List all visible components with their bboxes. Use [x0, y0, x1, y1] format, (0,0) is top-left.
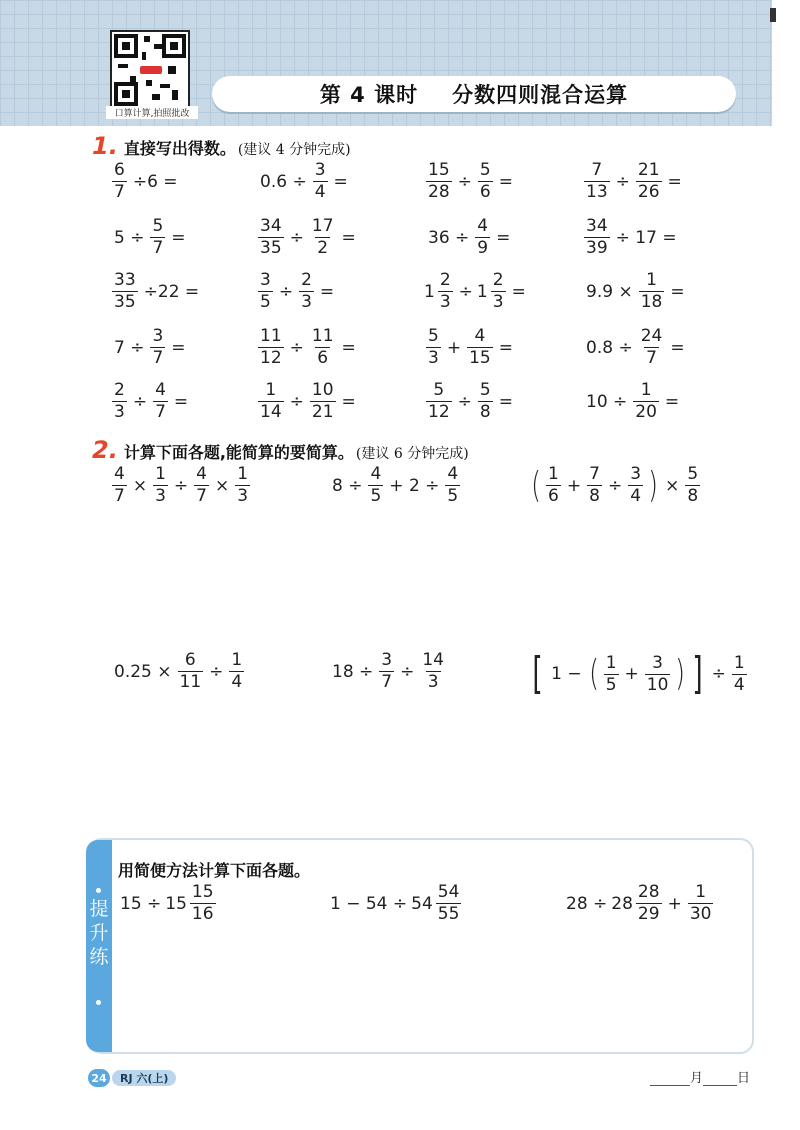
denominator: 55 [437, 904, 460, 924]
advanced-heading: 用简便方法计算下面各题。 [118, 861, 311, 880]
operator-text: = [667, 171, 682, 192]
fraction [636, 884, 662, 923]
operator-text: ÷ [278, 281, 294, 302]
lesson-number: 第 4 课时 [319, 83, 419, 107]
fraction [153, 466, 168, 505]
denominator: 3 [428, 348, 439, 368]
numerator: 2 [301, 270, 312, 290]
denominator: 3 [492, 292, 504, 312]
fraction [426, 328, 441, 367]
operator-text: = [670, 281, 685, 302]
operator-text: ÷ [615, 171, 630, 192]
numerator: 4 [196, 464, 207, 484]
denominator: 5 [605, 674, 617, 695]
operator-text: = [341, 227, 356, 248]
operator-text: + [667, 893, 682, 914]
section-2-number: 2. [92, 436, 118, 464]
operator-text: = [511, 281, 526, 302]
denominator: 11 [179, 672, 202, 692]
operator-text: 36 ÷ [428, 227, 470, 248]
problem [582, 272, 689, 311]
numerator: 3 [260, 270, 271, 290]
numerator: 15 [428, 160, 450, 180]
parenthesis: ( [588, 653, 599, 694]
qr-module [142, 52, 146, 60]
tab-dot-icon [96, 1000, 101, 1005]
page-number: 24 [88, 1069, 110, 1087]
denominator: 18 [640, 292, 663, 312]
denominator: 4 [314, 182, 326, 202]
numerator: 10 [311, 380, 334, 400]
numerator: 7 [591, 160, 603, 180]
tab-char: 练 [89, 945, 109, 968]
numerator: 1 [548, 464, 559, 484]
month-label: 月 [690, 1071, 704, 1086]
numerator: 4 [477, 216, 489, 236]
numerator: 2 [439, 270, 451, 290]
qr-module [172, 90, 178, 100]
operator-text: ÷ [209, 661, 224, 682]
operator-text: = [341, 337, 356, 358]
denominator: 29 [637, 904, 660, 924]
numerator: 11 [311, 326, 334, 346]
numerator: 5 [433, 380, 445, 400]
operator-text: = [496, 227, 511, 248]
numerator: 1 [646, 270, 657, 290]
fraction [112, 466, 127, 505]
numerator: 3 [630, 464, 642, 484]
problem [582, 328, 689, 367]
fraction [178, 652, 204, 691]
denominator: 5 [447, 486, 459, 506]
denominator: 14 [260, 402, 282, 422]
fraction [584, 162, 610, 201]
qr-module [146, 80, 152, 86]
qr-module [130, 76, 136, 82]
fraction [584, 218, 610, 257]
denominator: 4 [733, 674, 745, 695]
numerator: 1 [155, 464, 166, 484]
operator-text: + [566, 475, 582, 496]
denominator: 26 [637, 182, 660, 202]
fraction [112, 382, 127, 421]
problem [582, 382, 683, 421]
qr-finder [114, 82, 138, 106]
operator-text: 10 ÷ [586, 391, 628, 412]
qr-code[interactable] [110, 30, 190, 110]
problem [256, 382, 360, 421]
day-blank[interactable] [703, 1071, 737, 1086]
operator-text: ÷ [289, 337, 304, 358]
numerator: 1 [231, 650, 243, 670]
operator-text: ÷ [457, 171, 472, 192]
book-tag: RJ 六(上) [112, 1070, 176, 1086]
fraction [628, 466, 643, 505]
problem [424, 218, 514, 257]
fraction [112, 162, 127, 201]
section-1-hint: (建议 4 分钟完成) [237, 142, 351, 158]
mixed-whole: 1 [424, 281, 435, 302]
denominator: 6 [548, 486, 559, 506]
denominator: 6 [317, 348, 329, 368]
denominator: 3 [427, 672, 439, 692]
denominator: 6 [479, 182, 491, 202]
page-title [212, 76, 736, 112]
denominator: 16 [191, 904, 214, 924]
denominator: 7 [155, 402, 166, 422]
fraction [235, 466, 250, 505]
problem [528, 466, 702, 505]
numerator: 15 [191, 882, 214, 902]
lesson-topic: 分数四则混合运算 [452, 83, 629, 107]
fraction [190, 884, 216, 923]
denominator: 12 [428, 402, 450, 422]
fraction [445, 466, 460, 505]
numerator: 4 [447, 464, 459, 484]
qr-finder [162, 34, 186, 58]
denominator: 5 [370, 486, 382, 506]
numerator: 6 [184, 650, 196, 670]
operator-text: ÷ [289, 391, 304, 412]
fraction [310, 328, 336, 367]
operator-text: × [665, 475, 680, 496]
fraction [732, 652, 747, 695]
problem [424, 328, 517, 367]
problem [424, 162, 517, 201]
section-1-number: 1. [92, 132, 118, 160]
operator-text: + [624, 664, 639, 684]
fraction [153, 382, 168, 421]
numerator: 5 [687, 464, 699, 484]
operator-text: 8 ÷ [332, 475, 363, 496]
footer-badge [88, 1068, 176, 1088]
fraction [438, 272, 453, 311]
problem [256, 162, 352, 201]
denominator: 15 [469, 348, 491, 368]
operator-text: × [132, 475, 148, 496]
operator-text: ÷ [711, 664, 726, 684]
numerator: 3 [652, 652, 663, 673]
qr-module [118, 64, 128, 68]
fraction [636, 162, 662, 201]
denominator: 21 [311, 402, 334, 422]
fraction [258, 218, 284, 257]
fraction [112, 272, 138, 311]
mixed-whole: 15 [165, 893, 187, 914]
fraction [310, 218, 336, 257]
numerator: 3 [152, 326, 164, 346]
operator-text: ÷ [173, 475, 189, 496]
denominator: 2 [317, 238, 329, 258]
denominator: 3 [114, 402, 125, 422]
numerator: 54 [437, 882, 460, 902]
qr-module [160, 84, 170, 88]
fraction [639, 328, 665, 367]
problem [110, 328, 190, 367]
section-1-title: 直接写出得数。 [123, 139, 236, 158]
denominator: 7 [381, 672, 393, 692]
numerator: 1 [605, 652, 617, 673]
problem [528, 648, 749, 699]
mixed-whole: 54 [411, 893, 433, 914]
numerator: 5 [152, 216, 164, 236]
denominator: 3 [301, 292, 312, 312]
numerator: 5 [479, 160, 491, 180]
parenthesis: ) [648, 464, 658, 506]
operator-text: 0.8 ÷ [586, 337, 633, 358]
fraction [313, 162, 328, 201]
fraction [491, 272, 506, 311]
fraction [546, 466, 561, 505]
fraction [368, 466, 383, 505]
denominator: 9 [477, 238, 489, 258]
numerator: 1 [237, 464, 249, 484]
operator-text: ÷ [457, 391, 472, 412]
qr-caption: 口算计算,拍照批改 [106, 106, 198, 119]
date-line [650, 1067, 750, 1086]
fraction [194, 466, 209, 505]
denominator: 39 [586, 238, 608, 258]
denominator: 4 [630, 486, 642, 506]
operator-text: 1 − 54 ÷ [330, 893, 408, 914]
fraction [426, 162, 452, 201]
numerator: 3 [381, 650, 393, 670]
operator-text: ÷ [607, 475, 623, 496]
denominator: 35 [260, 238, 282, 258]
operator-text: = [498, 337, 513, 358]
operator-text: 15 ÷ [120, 893, 162, 914]
denominator: 35 [114, 292, 136, 312]
operator-text: = [498, 171, 513, 192]
numerator: 1 [733, 652, 745, 673]
fraction [258, 328, 284, 367]
numerator: 2 [114, 380, 125, 400]
problem [110, 218, 190, 257]
operator-text: ÷ [458, 281, 473, 302]
numerator: 4 [474, 326, 486, 346]
denominator: 12 [260, 348, 282, 368]
operator-text: ÷ [289, 227, 304, 248]
numerator: 5 [428, 326, 439, 346]
problem [256, 218, 360, 257]
fraction [310, 382, 336, 421]
operator-text: 5 ÷ [114, 227, 145, 248]
denominator: 7 [152, 238, 164, 258]
numerator: 14 [422, 650, 444, 670]
fraction [633, 382, 659, 421]
problem [110, 162, 182, 201]
fraction [478, 162, 493, 201]
operator-text: ÷ 17 = [615, 227, 677, 248]
numerator: 1 [695, 882, 707, 902]
denominator: 8 [687, 486, 699, 506]
operator-text: + [446, 337, 462, 358]
numerator: 33 [114, 270, 136, 290]
operator-text: ÷ [132, 391, 148, 412]
denominator: 4 [231, 672, 243, 692]
numerator: 7 [589, 464, 600, 484]
parenthesis: ) [675, 653, 686, 694]
operator-text: = [498, 391, 513, 412]
denominator: 7 [114, 182, 125, 202]
operator-text: 18 ÷ [332, 661, 374, 682]
qr-module [152, 94, 160, 100]
numerator: 4 [114, 464, 125, 484]
qr-module [154, 44, 162, 49]
operator-text: ÷6 = [132, 171, 178, 192]
month-blank[interactable] [650, 1071, 690, 1086]
fraction [426, 382, 452, 421]
operator-text: = [670, 337, 685, 358]
problem [256, 272, 338, 311]
tab-char: 提 [89, 898, 109, 920]
numerator: 17 [311, 216, 334, 236]
fraction [150, 328, 165, 367]
advanced-practice-label [87, 898, 111, 969]
fraction [639, 272, 665, 311]
denominator: 8 [589, 486, 600, 506]
fraction [258, 382, 284, 421]
operator-text: ÷22 = [143, 281, 200, 302]
problem [424, 382, 517, 421]
numerator: 3 [314, 160, 326, 180]
operator-text: × [214, 475, 230, 496]
numerator: 6 [114, 160, 125, 180]
denominator: 7 [646, 348, 657, 368]
denominator: 3 [155, 486, 166, 506]
section-1-heading [92, 132, 351, 160]
numerator: 24 [640, 326, 663, 346]
numerator: 1 [640, 380, 652, 400]
problem [582, 162, 686, 201]
day-label: 日 [737, 1071, 751, 1086]
fraction [436, 884, 462, 923]
problem [110, 382, 192, 421]
operator-text: = [319, 281, 335, 302]
section-2-hint: (建议 6 分钟完成) [355, 446, 469, 462]
operator-text: 0.25 × [114, 661, 172, 682]
fraction [475, 218, 490, 257]
fraction [229, 652, 244, 691]
operator-text: 9.9 × [586, 281, 633, 302]
fraction [150, 218, 165, 257]
operator-text: ÷ [400, 661, 415, 682]
bracket: [ [532, 648, 543, 699]
operator-text: 7 ÷ [114, 337, 145, 358]
qr-module [144, 36, 150, 42]
operator-text: 28 ÷ [566, 893, 608, 914]
fraction [587, 466, 602, 505]
fraction [467, 328, 493, 367]
qr-finder [114, 34, 138, 58]
numerator: 4 [155, 380, 166, 400]
fraction [685, 466, 700, 505]
tab-char: 升 [89, 921, 109, 944]
operator-text: = [664, 391, 680, 412]
denominator: 5 [260, 292, 271, 312]
denominator: 10 [646, 674, 669, 695]
denominator: 7 [114, 486, 125, 506]
section-2-heading [92, 436, 469, 464]
problem [116, 884, 218, 923]
numerator: 28 [637, 882, 660, 902]
fraction [258, 272, 273, 311]
numerator: 4 [370, 464, 382, 484]
operator-text: = [341, 391, 356, 412]
problem [110, 272, 203, 311]
operator-text: 0.6 ÷ [260, 171, 307, 192]
denominator: 13 [586, 182, 608, 202]
problem [110, 466, 252, 505]
problem [582, 218, 681, 257]
bracket: ] [692, 648, 704, 699]
operator-text: + 2 ÷ [389, 475, 440, 496]
operator-text: 1 − [551, 664, 582, 684]
operator-text: = [171, 227, 186, 248]
fraction [645, 652, 671, 695]
parenthesis: ( [531, 464, 541, 506]
tab-dot-icon [96, 888, 101, 893]
qr-module [168, 66, 176, 74]
problem [326, 884, 463, 923]
operator-text: = [173, 391, 189, 412]
problem [424, 272, 530, 311]
fraction [688, 884, 714, 923]
numerator: 5 [479, 380, 491, 400]
fraction [604, 652, 619, 695]
problem [562, 884, 715, 923]
section-2-title: 计算下面各题,能简算的要简算。 [123, 443, 354, 462]
denominator: 28 [428, 182, 450, 202]
fraction [478, 382, 493, 421]
problem [328, 466, 462, 505]
denominator: 7 [152, 348, 164, 368]
denominator: 3 [439, 292, 451, 312]
fraction [420, 652, 446, 691]
denominator: 7 [196, 486, 207, 506]
operator-text: = [333, 171, 348, 192]
numerator: 34 [260, 216, 282, 236]
numerator: 11 [260, 326, 282, 346]
denominator: 8 [479, 402, 491, 422]
denominator: 3 [237, 486, 249, 506]
problem [328, 652, 448, 691]
denominator: 20 [635, 402, 657, 422]
mixed-whole: 1 [476, 281, 488, 302]
problem [110, 652, 246, 691]
fraction [299, 272, 314, 311]
numerator: 1 [265, 380, 277, 400]
fraction [379, 652, 394, 691]
numerator: 2 [492, 270, 504, 290]
operator-text: = [171, 337, 186, 358]
denominator: 30 [689, 904, 712, 924]
problem [256, 328, 360, 367]
mixed-whole: 28 [611, 893, 633, 914]
qr-logo-icon [140, 66, 162, 74]
numerator: 21 [637, 160, 660, 180]
numerator: 34 [586, 216, 608, 236]
page-edge-mark [770, 8, 776, 22]
